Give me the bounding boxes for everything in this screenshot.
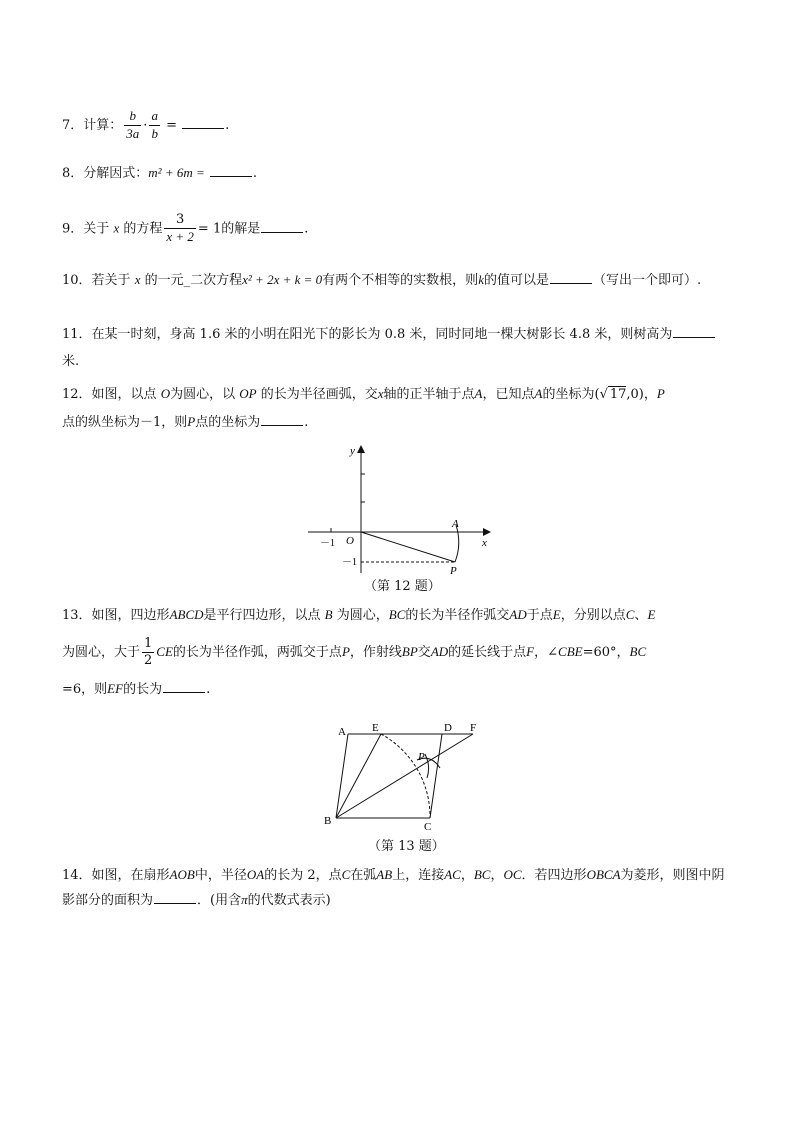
question-9: 9．关于 x 的方程 $\frac{3}{x + 2}$ = 1的解是 . <box>62 212 309 244</box>
label-c: C <box>424 821 432 833</box>
label-a: A <box>338 726 346 738</box>
question-11: 11．在某一时刻，身高 1.6 米的小明在阳光下的影长为 0.8 米，同时同地一棵大树影长 4.8 米，则树高为米. <box>62 321 732 375</box>
question-7: 7．计算： $\frac{b}{3a}$ · $\frac{a}{b}$ = . <box>62 108 230 141</box>
figure-13 <box>318 718 488 838</box>
fraction-3-over-x-plus-2: $\frac{3}{x + 2}$ <box>166 212 194 244</box>
question-8: 8．分解因式：m² + 6m = . <box>62 165 258 181</box>
label-d: D <box>444 722 452 734</box>
question-12: 12．如图，以点 O为圆心，以 OP 的长为半径画弧，交x轴的正半轴于点A，已知点A的坐标为(√ 17,0)，P 点的纵坐标为－1，则P点的坐标为 . <box>62 386 665 430</box>
arc-p2 <box>425 754 429 778</box>
answer-blank <box>154 891 196 904</box>
question-10: 10．若关于 x 的一元_二次方程x² + 2x + k = 0有两个不相等的实数根，则k的值可以是 （写出一个即可）. <box>62 272 702 288</box>
arc-ap <box>455 525 459 562</box>
label-o: O <box>346 535 354 547</box>
answer-blank <box>261 413 303 426</box>
caption-12: （第 12 题） <box>364 579 441 594</box>
question-14: 14．如图，在扇形AOB中，半径OA的长为 2，点C在弧AB上，连接AC，BC，OC．若四边形OBCA为菱形，则图中阴影部分的面积为 ．(用含π的代数式表示) <box>62 867 725 908</box>
label-a: A <box>452 518 459 530</box>
answer-blank <box>673 325 715 338</box>
side-cd <box>430 734 442 818</box>
answer-blank <box>163 680 205 693</box>
segment-be <box>336 734 381 818</box>
label-neg1-y: －1 <box>342 557 357 568</box>
caption-13: （第 13 题） <box>368 839 445 854</box>
label-p: P <box>450 565 457 577</box>
answer-blank <box>261 220 303 233</box>
label-neg1-x: －1 <box>320 538 335 549</box>
label-x: x <box>482 537 487 549</box>
label-f: F <box>470 722 477 734</box>
label-y: y <box>350 445 355 457</box>
label-p: P <box>418 751 425 763</box>
answer-blank <box>550 271 592 284</box>
label-e: E <box>372 722 379 734</box>
segment-op <box>361 532 455 562</box>
ray-bf <box>336 734 473 818</box>
fraction-b-over-3a: $\frac{b}{3a}$ <box>126 108 140 141</box>
fraction-one-half: $\frac{1}{2}$ <box>144 636 153 668</box>
fraction-a-over-b: $\frac{a}{b}$ <box>151 108 158 141</box>
answer-blank <box>210 164 252 177</box>
answer-blank <box>182 116 224 129</box>
question-13: 13．如图，四边形ABCD是平行四边形，以点 B 为圆心，BC的长为半径作弧交AD于点E，分别以点C、E 为圆心，大于 $\frac{1}{2}$ CE的长为半径作弧，两弧交于点P，作射线BP交AD的延长线于点F，∠CBE=60°，BC =6，则EF的长为 . <box>62 607 656 697</box>
figure-12 <box>300 438 510 588</box>
side-ab <box>336 734 348 818</box>
label-b: B <box>324 815 332 827</box>
arc-ec <box>381 734 430 818</box>
